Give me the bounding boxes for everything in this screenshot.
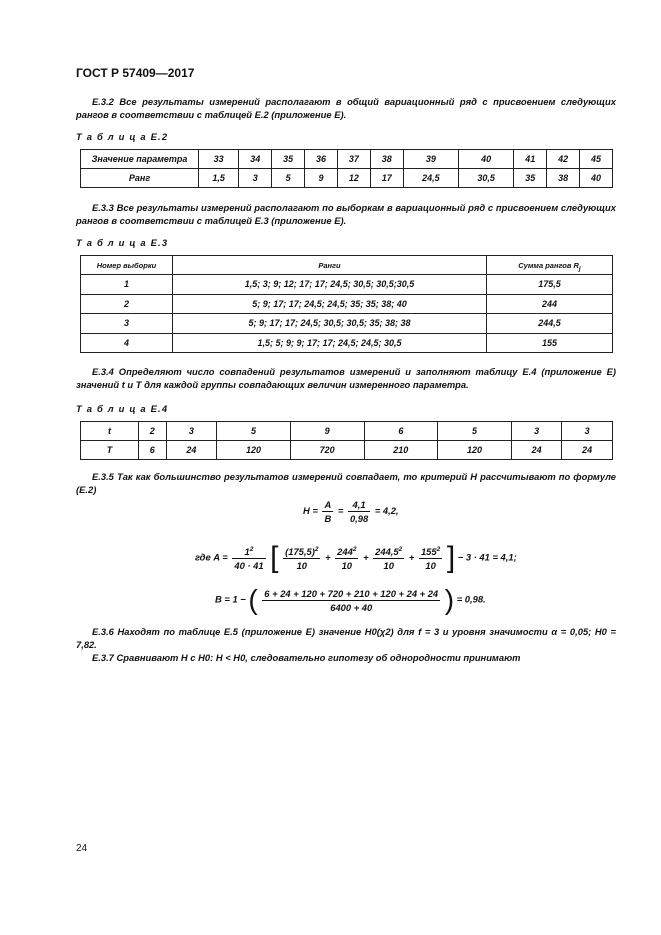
table-cell: 175,5 — [487, 275, 613, 295]
table-e2-caption: Т а б л и ц а Е.2 — [76, 131, 169, 142]
table-cell: 3 — [166, 422, 217, 441]
paragraph-e35: Е.3.5 Так как большинство результатов измерений совпадает, то критерий Н рассчитывают по формуле (Е.2) — [76, 471, 616, 495]
fraction: $\frac{(175,5)^2}{10}$ — [285, 545, 319, 571]
table-row — [81, 333, 613, 353]
fraction: $\frac{4,1}{0,98}$ — [349, 499, 369, 524]
table-row-label: Значение параметра — [81, 150, 199, 169]
formula-b — [215, 584, 486, 616]
page-number: 24 — [76, 843, 88, 854]
paragraph-e34: Е.3.4 Определяют число совпадений результатов измерений и заполняют таблицу Е.4 (приложение Е) значений t и T для каждой группы совпадающих величин измеренного параметра. — [76, 366, 616, 390]
table-cell: 3 — [562, 422, 613, 441]
document-header: ГОСТ Р 57409—2017 — [76, 66, 195, 80]
table-cell: 24 — [511, 441, 562, 460]
table-cell: 1,5 — [199, 169, 239, 188]
table-cell: 2 — [139, 422, 167, 441]
table-row-label: Ранг — [81, 169, 199, 188]
table-e2 — [80, 149, 613, 188]
table-row — [81, 275, 613, 295]
table-row — [81, 150, 613, 169]
fraction: $\frac{1^2}{40 \cdot 41}$ — [234, 545, 264, 571]
table-header-row — [81, 256, 613, 275]
table-cell: 24 — [562, 441, 613, 460]
right-bracket: ] — [446, 541, 456, 574]
table-cell: 33 — [199, 150, 239, 169]
table-cell: 34 — [239, 150, 272, 169]
table-cell: 720 — [290, 441, 364, 460]
formula-b-prefix: B = 1 − — [215, 593, 246, 605]
fraction: $\frac{6 + 24 + 120 + 720 + 210 + 120 + 24 + 24}{6400 + 40}$ — [264, 587, 439, 613]
fraction: $\frac{244,5^2}{10}$ — [375, 545, 403, 571]
table-cell: 1,5; 5; 9; 9; 17; 17; 24,5; 24,5; 30,5 — [173, 333, 487, 353]
fraction: $\frac{A}{B}$ — [324, 499, 332, 524]
table-cell: 6 — [139, 441, 167, 460]
table-cell: 120 — [438, 441, 512, 460]
table-row — [81, 441, 613, 460]
formula-b-result: = 0,98. — [456, 593, 486, 605]
table-cell: 24,5 — [403, 169, 458, 188]
left-paren: ( — [248, 584, 258, 615]
table-cell: 2 — [81, 294, 173, 314]
table-cell: 39 — [403, 150, 458, 169]
table-cell: 5; 9; 17; 17; 24,5; 30,5; 30,5; 35; 38; 38 — [173, 314, 487, 334]
column-header: Сумма рангов $R_j$ — [487, 256, 613, 275]
paragraph-e33: Е.3.3 Все результаты измерений располагают по выборкам в вариационный ряд с присвоением следующих рангов в соответствии с таблицей Е.3 (приложение Е). — [76, 202, 616, 226]
table-cell: 45 — [580, 150, 613, 169]
left-bracket: [ — [270, 541, 279, 574]
right-paren: ) — [444, 584, 455, 615]
table-cell: 37 — [337, 150, 370, 169]
table-row — [81, 422, 613, 441]
table-cell: 6 — [364, 422, 438, 441]
formula-a: где A = $\frac{1^2}{40 \cdot 41}$ [ $\frac{(175,5)^2}{10}$ + $\frac{244^2}{10}$ + $\frac{244,5^2}{10}$ + $\frac{155^2}{10}$ ] − 3 · 41 = 4,1; — [195, 541, 517, 574]
table-cell: 36 — [305, 150, 338, 169]
table-e4-caption: Т а б л и ц а Е.4 — [76, 403, 169, 414]
fraction: $\frac{155^2}{10}$ — [420, 545, 441, 571]
table-cell: 5 — [272, 169, 305, 188]
table-cell: 120 — [217, 441, 291, 460]
table-cell: 244 — [487, 294, 613, 314]
paragraph-e37: Е.3.7 Сравнивают H с H0: H < H0, следовательно гипотезу об однородности принимают — [92, 652, 521, 663]
table-row-label: T — [81, 441, 139, 460]
table-cell: 35 — [272, 150, 305, 169]
fraction: $\frac{244^2}{10}$ — [337, 545, 357, 571]
formula-h-result: = 4,2, — [374, 504, 399, 516]
table-cell: 41 — [514, 150, 547, 169]
table-cell: 40 — [580, 169, 613, 188]
column-header: Номер выборки — [81, 256, 173, 275]
table-cell: 5; 9; 17; 17; 24,5; 24,5; 35; 35; 38; 40 — [173, 294, 487, 314]
table-cell: 38 — [370, 150, 403, 169]
table-cell: 9 — [290, 422, 364, 441]
table-cell: 155 — [487, 333, 613, 353]
table-row — [81, 169, 613, 188]
formula-a-prefix: где A = — [195, 551, 228, 563]
table-cell: 5 — [217, 422, 291, 441]
table-cell: 210 — [364, 441, 438, 460]
column-header: Ранги — [173, 256, 487, 275]
formula-a-tail: − 3 · 41 = 4,1; — [457, 551, 517, 563]
table-cell: 30,5 — [459, 169, 514, 188]
table-cell: 3 — [81, 314, 173, 334]
table-cell: 1,5; 3; 9; 12; 17; 17; 24,5; 30,5; 30,5;30,5 — [173, 275, 487, 295]
table-cell: 38 — [547, 169, 580, 188]
table-e3 — [80, 255, 613, 353]
table-cell: 40 — [459, 150, 514, 169]
table-cell: 35 — [514, 169, 547, 188]
table-cell: 3 — [239, 169, 272, 188]
table-row — [81, 314, 613, 334]
table-cell: 9 — [305, 169, 338, 188]
table-cell: 3 — [511, 422, 562, 441]
table-cell: 24 — [166, 441, 217, 460]
paragraph-e36: Е.3.6 Находят по таблице Е.5 (приложение Е) значение H0(χ2) для f = 3 и уровня значимости α = 0,05; H0 = 7,82. — [76, 626, 616, 650]
table-cell: 17 — [370, 169, 403, 188]
table-row — [81, 294, 613, 314]
table-row-label: t — [81, 422, 139, 441]
formula-h: H = $\frac{A}{B}$ = $\frac{4,1}{0,98}$ = 4,2, — [303, 499, 399, 524]
table-cell: 42 — [547, 150, 580, 169]
table-e3-caption: Т а б л и ц а Е.3 — [76, 237, 169, 248]
table-cell: 4 — [81, 333, 173, 353]
table-e4 — [80, 421, 613, 460]
formula-h-lhs: H = — [303, 504, 318, 516]
table-cell: 5 — [438, 422, 512, 441]
table-cell: 12 — [337, 169, 370, 188]
paragraph-e32: Е.3.2 Все результаты измерений располагают в общий вариационный ряд с присвоением следующих рангов в соответствии с таблицей Е.2 (приложение Е). — [76, 96, 616, 120]
table-cell: 244,5 — [487, 314, 613, 334]
table-cell: 1 — [81, 275, 173, 295]
